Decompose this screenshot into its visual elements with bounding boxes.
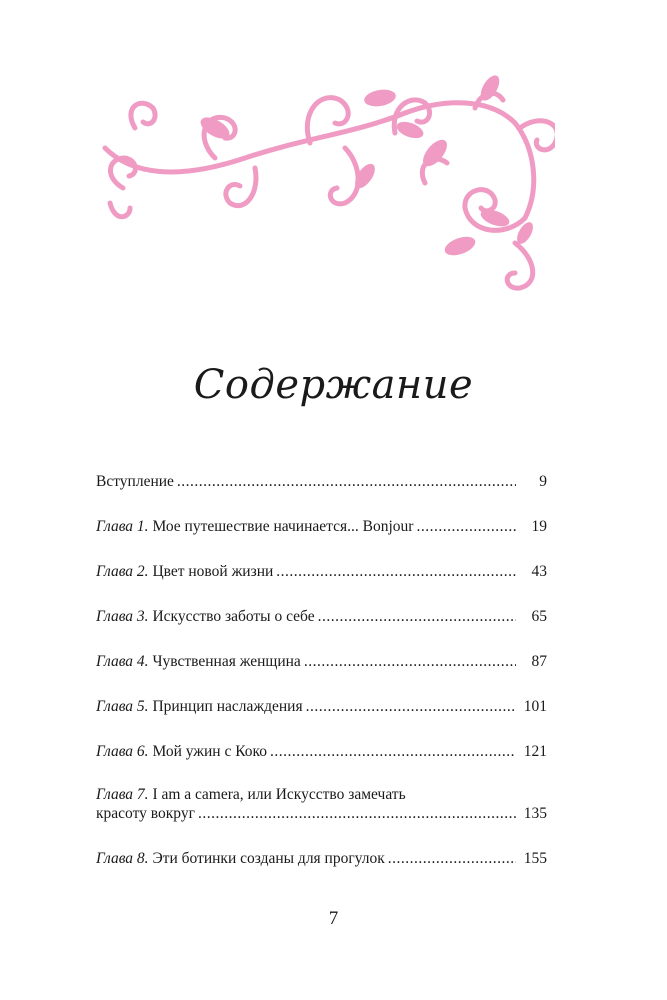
chapter-title: I am a camera, или Искусство замечать [148, 786, 406, 803]
dot-leader [276, 562, 516, 581]
chapter-number: Глава 4. [96, 653, 149, 670]
chapter-title: Чувственная женщина [148, 653, 301, 670]
page-ref: 87 [531, 653, 547, 670]
dot-leader [416, 517, 516, 536]
page-ref: 19 [531, 518, 547, 535]
chapter-number: Глава 3. [96, 608, 149, 625]
toc-entry[interactable] [96, 652, 547, 671]
dot-leader [388, 849, 516, 868]
page-number: 7 [328, 908, 339, 929]
chapter-number: Глава 7. [96, 786, 149, 803]
chapter-title: Вступление [96, 473, 174, 490]
toc-heading: Содержание [193, 362, 474, 408]
chapter-title: Мое путешествие начинается... Bonjour [148, 518, 414, 535]
dot-leader [318, 607, 516, 626]
page-ref: 135 [523, 805, 547, 822]
chapter-title: Эти ботинки созданы для прогулок [148, 850, 385, 867]
toc-entry[interactable] [96, 472, 547, 491]
page-ref: 43 [531, 563, 547, 580]
dot-leader [306, 697, 516, 716]
floral-swirl-ornament [95, 68, 555, 293]
chapter-title: Принцип наслаждения [148, 698, 303, 715]
chapter-title: Цвет новой жизни [148, 563, 274, 580]
toc-entry[interactable] [96, 849, 547, 868]
dot-leader [270, 742, 516, 761]
chapter-title-line2: красоту вокруг [96, 805, 195, 822]
toc-entry[interactable] [96, 697, 547, 716]
page-ref: 65 [531, 608, 547, 625]
chapter-number: Глава 5. [96, 698, 149, 715]
chapter-title: Мой ужин с Коко [148, 743, 268, 760]
toc-entry[interactable] [96, 742, 547, 761]
page-ref: 9 [539, 473, 547, 490]
chapter-number: Глава 8. [96, 850, 149, 867]
toc-entry[interactable] [96, 785, 547, 823]
chapter-number: Глава 1. [96, 518, 149, 535]
toc-entry[interactable] [96, 562, 547, 581]
page-ref: 101 [523, 698, 547, 715]
chapter-title: Искусство заботы о себе [148, 608, 315, 625]
page-ref: 155 [523, 850, 547, 867]
page-ref: 121 [523, 743, 547, 760]
dot-leader [304, 652, 516, 671]
toc-entry[interactable] [96, 517, 547, 536]
dot-leader [198, 804, 516, 823]
toc-entry[interactable] [96, 607, 547, 626]
chapter-number: Глава 2. [96, 563, 149, 580]
chapter-number: Глава 6. [96, 743, 149, 760]
dot-leader [177, 472, 516, 491]
